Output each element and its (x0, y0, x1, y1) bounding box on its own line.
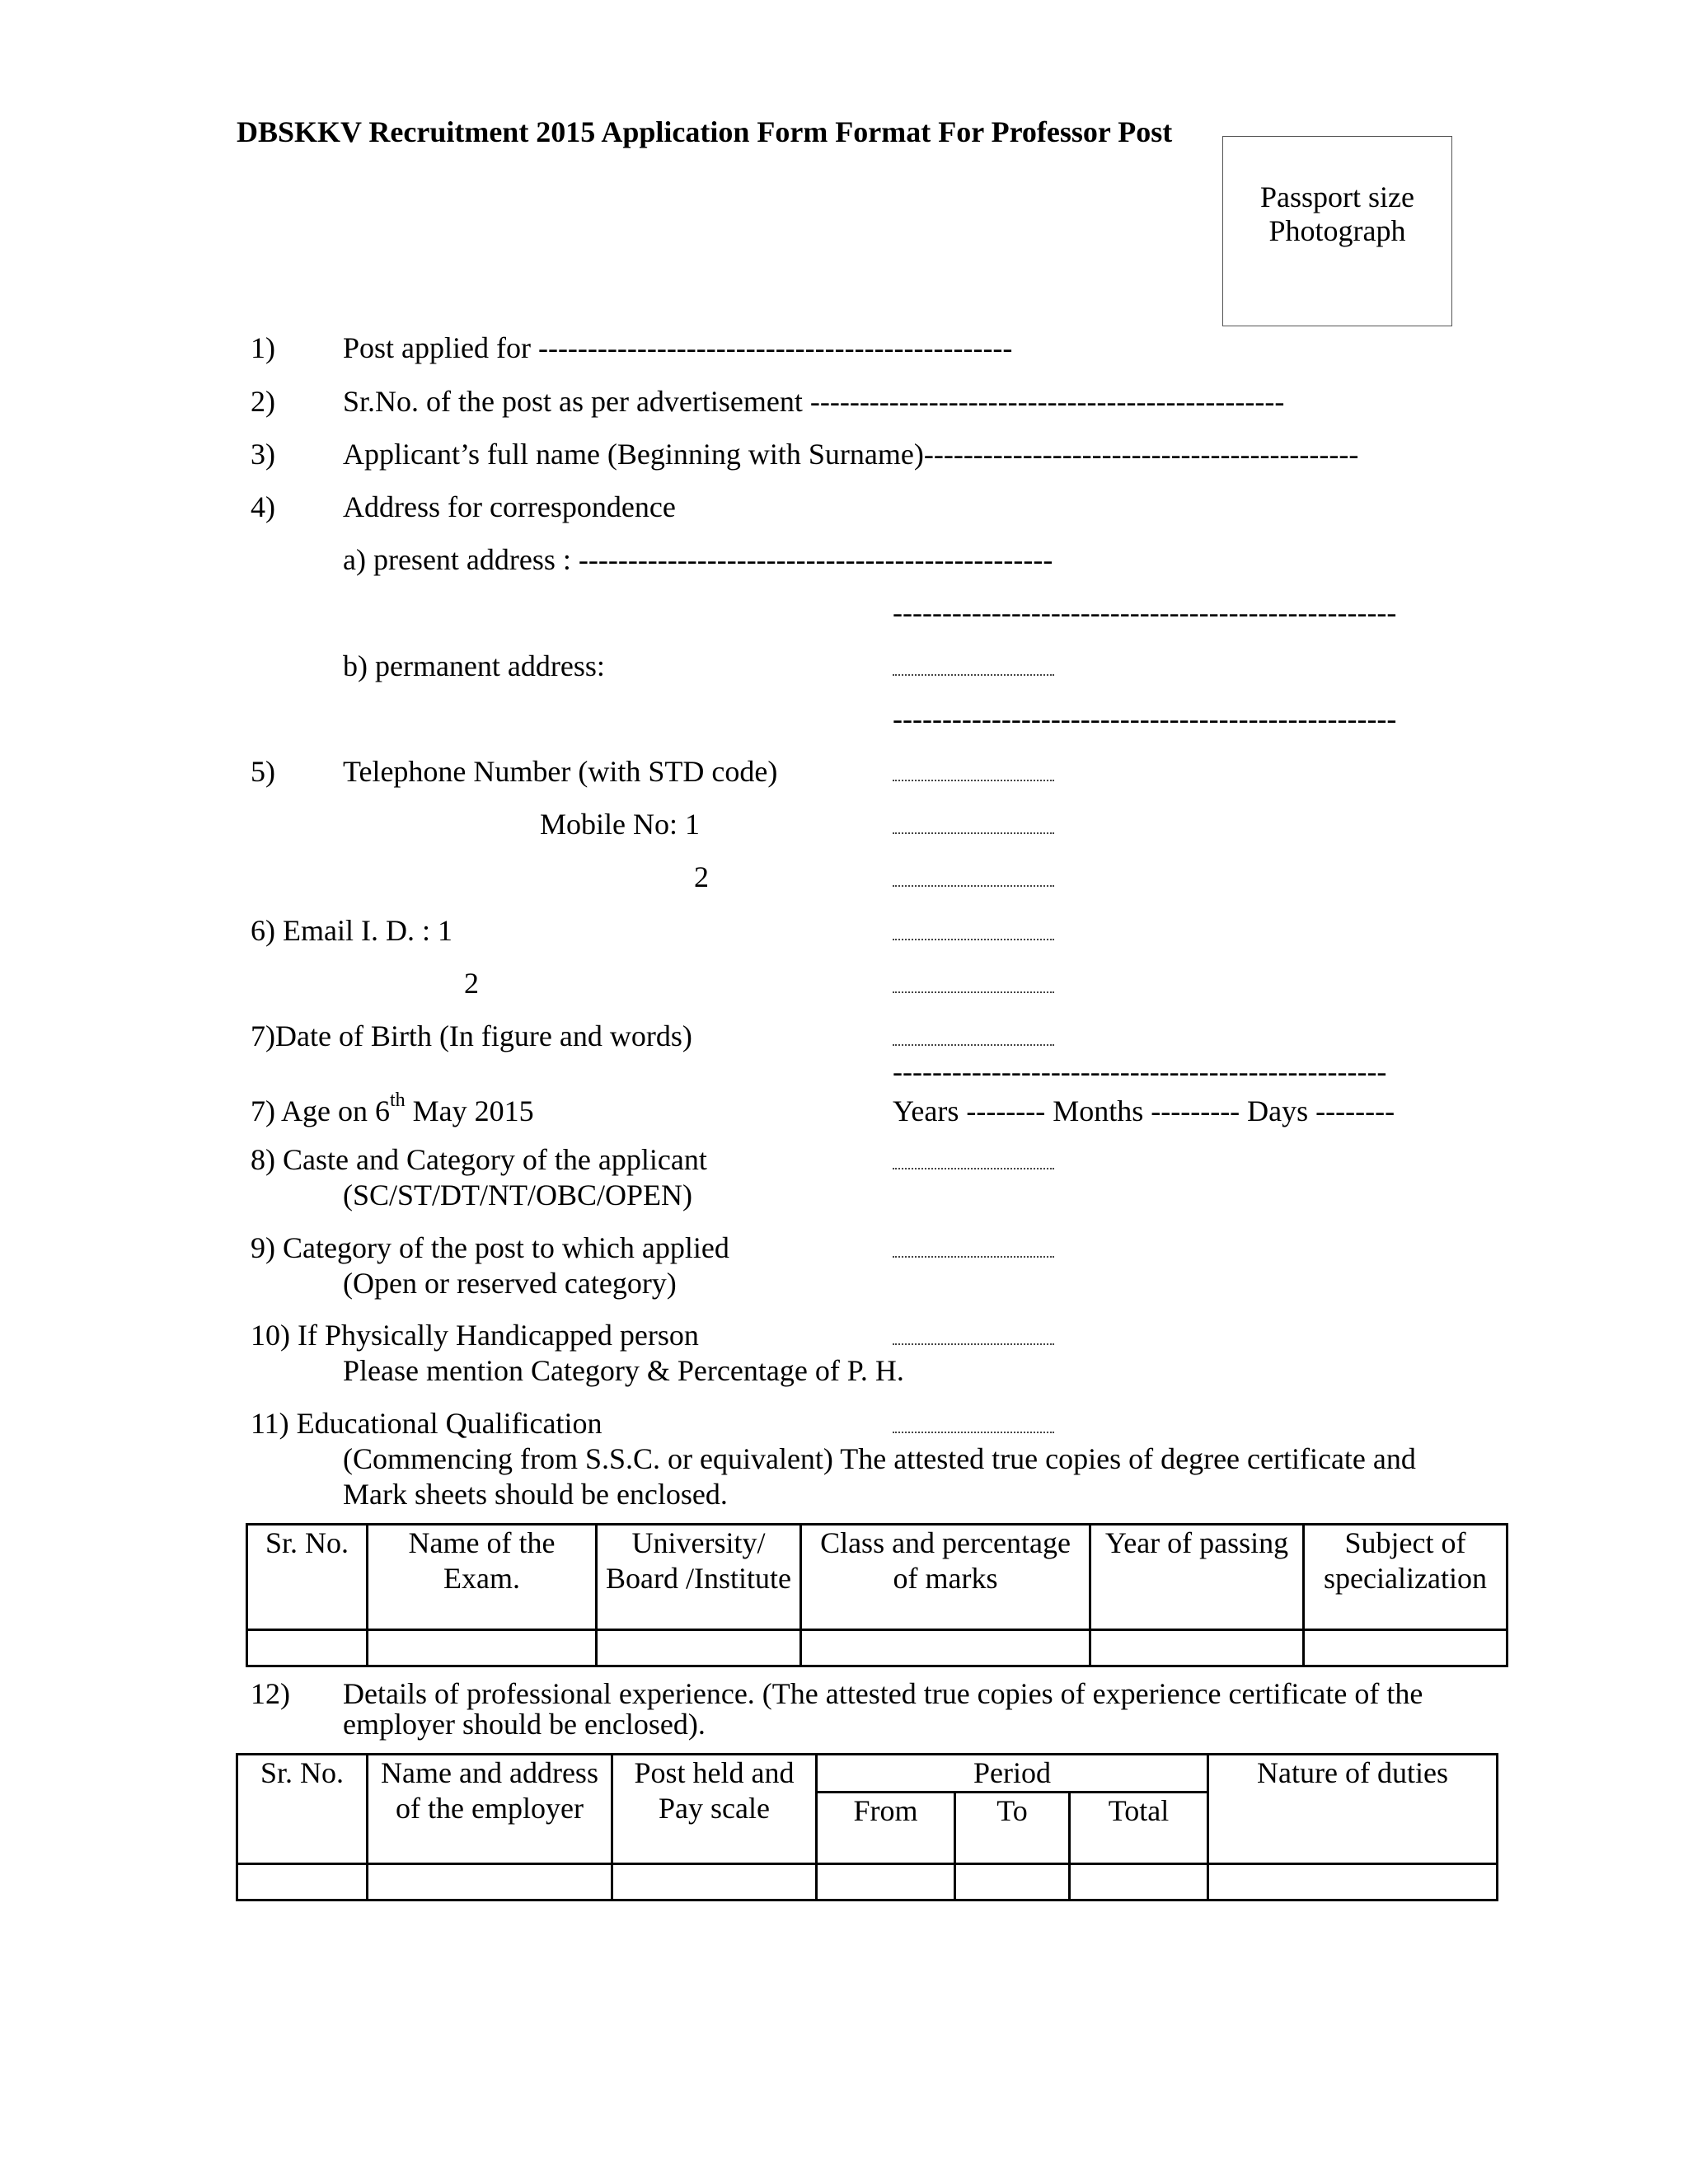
caste-dotted-line[interactable] (893, 1168, 1054, 1169)
field-ph-label: 10) If Physically Handicapped person (251, 1319, 699, 1352)
age-fill-line[interactable]: Years -------- Months --------- Days -------- (893, 1094, 1395, 1127)
photo-box-line1: Passport size (1260, 180, 1414, 213)
field-full-name[interactable]: Applicant’s full name (Beginning with Surname)-------------------------------------------- (343, 438, 1359, 471)
field-experience-hint-2: employer should be enclosed). (343, 1708, 706, 1741)
exp-header-duties: Nature of duties (1208, 1755, 1498, 1864)
exp-header-post: Post held and Pay scale (612, 1755, 817, 1864)
field-12-number: 12) (251, 1677, 290, 1710)
edu-cell-exam[interactable] (368, 1630, 597, 1666)
field-present-address[interactable]: a) present address : ------------------------------------------------ (343, 543, 1053, 576)
ph-dotted-line[interactable] (893, 1343, 1054, 1345)
field-age-label: 7) Age on 6th May 2015 (251, 1090, 534, 1127)
experience-header-row-1 (237, 1755, 1498, 1793)
field-2-number: 2) (251, 385, 275, 418)
exp-cell-employer[interactable] (368, 1864, 612, 1900)
exp-cell-to[interactable] (955, 1864, 1070, 1900)
exp-cell-total[interactable] (1070, 1864, 1208, 1900)
field-post-category-label: 9) Category of the post to which applied (251, 1231, 729, 1264)
exp-header-sr-no: Sr. No. (237, 1755, 368, 1864)
exp-header-period: Period (817, 1755, 1208, 1793)
telephone-dotted-line[interactable] (893, 780, 1054, 781)
edu-header-year: Year of passing (1090, 1525, 1304, 1630)
education-table (246, 1523, 1508, 1667)
table-row (237, 1864, 1498, 1900)
field-post-applied[interactable]: Post applied for ------------------------------------------------ (343, 331, 1013, 364)
exp-header-to: To (955, 1793, 1070, 1864)
photo-box-line2: Photograph (1268, 214, 1406, 247)
field-address-label: Address for correspondence (343, 490, 676, 523)
mobile-2-label: 2 (694, 860, 709, 893)
field-email-1-label: 6) Email I. D. : 1 (251, 914, 452, 947)
exp-header-total: Total (1070, 1793, 1208, 1864)
email-1-dotted-line[interactable] (893, 939, 1054, 940)
field-ph-hint: Please mention Category & Percentage of P. H. (343, 1354, 904, 1387)
field-5-number: 5) (251, 755, 275, 788)
field-education-hint-2: Mark sheets should be enclosed. (343, 1478, 728, 1511)
exp-header-employer: Name and address of the employer (368, 1755, 612, 1864)
field-caste-label: 8) Caste and Category of the applicant (251, 1143, 707, 1176)
dob-dotted-line[interactable] (893, 1044, 1054, 1046)
education-dotted-line[interactable] (893, 1432, 1054, 1433)
field-post-category-hint: (Open or reserved category) (343, 1267, 677, 1300)
table-row (247, 1630, 1507, 1666)
exp-cell-duties[interactable] (1208, 1864, 1498, 1900)
field-dob-label: 7)Date of Birth (In figure and words) (251, 1019, 692, 1052)
edu-cell-year[interactable] (1090, 1630, 1304, 1666)
email-2-dotted-line[interactable] (893, 991, 1054, 993)
field-caste-options: (SC/ST/DT/NT/OBC/OPEN) (343, 1179, 693, 1212)
edu-header-sr-no: Sr. No. (247, 1525, 368, 1630)
field-permanent-address: b) permanent address: (343, 649, 605, 682)
permanent-address-line2[interactable]: --------------------------------------------------- (893, 702, 1397, 735)
mobile-1-label: Mobile No: 1 (540, 808, 700, 841)
field-4-number: 4) (251, 490, 275, 523)
exp-header-from: From (817, 1793, 955, 1864)
exp-cell-post[interactable] (612, 1864, 817, 1900)
edu-header-subject: Subject of specialization (1304, 1525, 1507, 1630)
email-2-label: 2 (464, 967, 479, 1000)
edu-cell-university[interactable] (597, 1630, 801, 1666)
education-header-row (247, 1525, 1507, 1630)
experience-table (236, 1753, 1498, 1901)
edu-header-class: Class and percentage of marks (801, 1525, 1090, 1630)
present-address-line2[interactable]: --------------------------------------------------- (893, 596, 1397, 629)
permanent-address-dotted-line[interactable] (893, 674, 1054, 676)
field-3-number: 3) (251, 438, 275, 471)
edu-cell-sr-no[interactable] (247, 1630, 368, 1666)
field-1-number: 1) (251, 331, 275, 364)
exp-cell-sr-no[interactable] (237, 1864, 368, 1900)
edu-header-exam: Name of the Exam. (368, 1525, 597, 1630)
form-title: DBSKKV Recruitment 2015 Application Form Format For Professor Post (237, 115, 1173, 148)
exp-cell-from[interactable] (817, 1864, 955, 1900)
field-education-hint-1: (Commencing from S.S.C. or equivalent) The attested true copies of degree certificate and (343, 1442, 1416, 1475)
edu-cell-class[interactable] (801, 1630, 1090, 1666)
post-category-dotted-line[interactable] (893, 1256, 1054, 1258)
field-post-sr-no[interactable]: Sr.No. of the post as per advertisement ------------------------------------------------ (343, 385, 1285, 418)
field-education-label: 11) Educational Qualification (251, 1407, 603, 1440)
field-telephone-label: Telephone Number (with STD code) (343, 755, 778, 788)
passport-photo-box (1222, 136, 1452, 326)
field-experience-hint-1: Details of professional experience. (The attested true copies of experience certificate of the (343, 1677, 1423, 1710)
mobile-2-dotted-line[interactable] (893, 885, 1054, 887)
edu-cell-subject[interactable] (1304, 1630, 1507, 1666)
edu-header-university: University/ Board /Institute (597, 1525, 801, 1630)
dob-line2[interactable]: -------------------------------------------------- (893, 1055, 1387, 1088)
mobile-1-dotted-line[interactable] (893, 832, 1054, 834)
